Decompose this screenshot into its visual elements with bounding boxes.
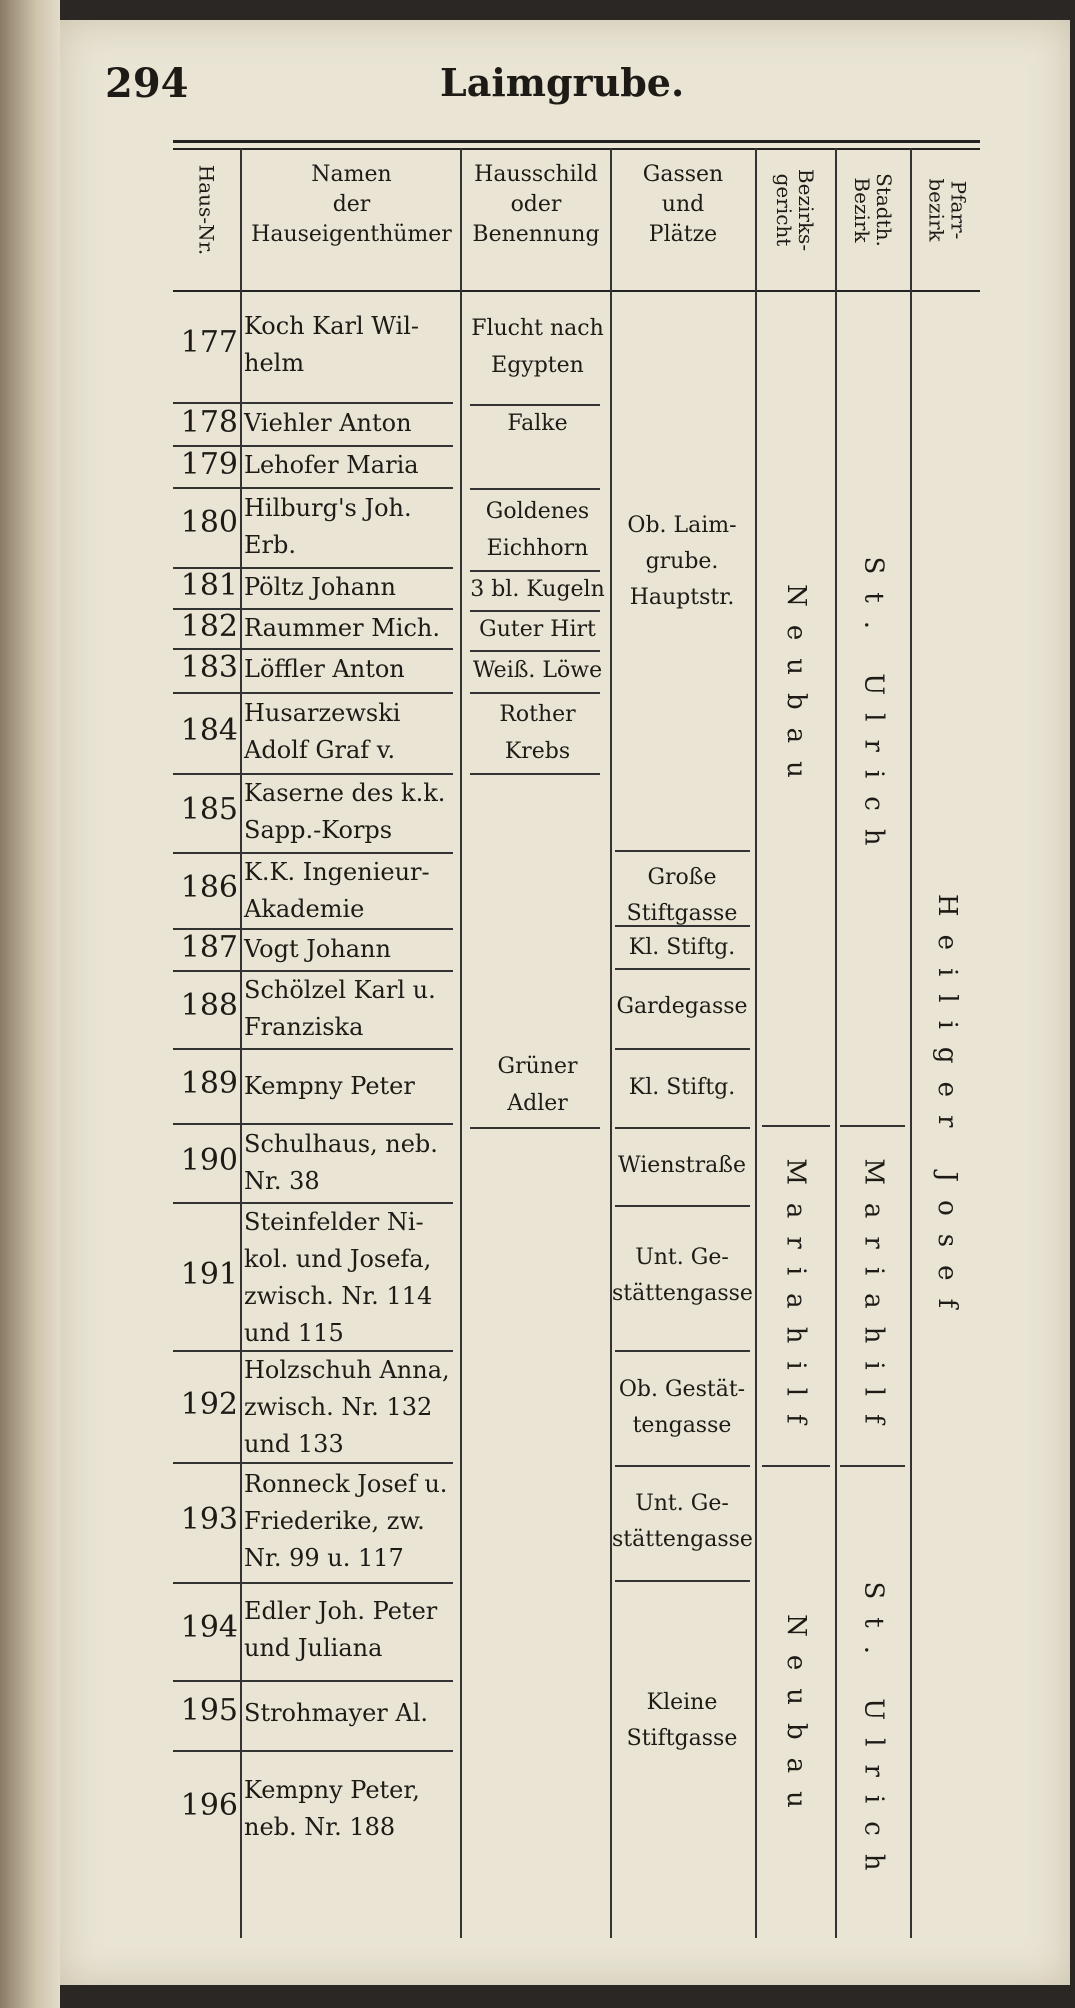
- owner-name: Lehofer Maria: [244, 451, 419, 479]
- owner-name: Löffler Anton: [244, 655, 405, 683]
- owner-name: Vogt Johann: [244, 935, 391, 963]
- street-rule: [615, 968, 750, 970]
- house-number: 187: [180, 930, 238, 965]
- owner-name: Schulhaus, neb. Nr. 38: [244, 1130, 438, 1195]
- header-stadth-bezirk: Stadth. Bezirk: [850, 173, 896, 247]
- street-rule: [615, 1205, 750, 1207]
- row-rule: [173, 1680, 453, 1682]
- sign-rule: [470, 773, 600, 775]
- house-number: 189: [180, 1066, 238, 1101]
- owner-name: Pöltz Johann: [244, 573, 396, 601]
- header-haus-nr: Haus-Nr.: [194, 164, 218, 256]
- pfarrbezirk-label: Heiliger Josef: [932, 893, 963, 1327]
- house-number: 193: [180, 1502, 238, 1537]
- sign-rule: [470, 1127, 600, 1129]
- district-rule: [762, 1125, 830, 1127]
- house-number: 188: [180, 988, 238, 1023]
- house-number: 196: [180, 1788, 238, 1823]
- street-name: Ob. Gestät- tengasse: [618, 1377, 746, 1438]
- district-rule: [840, 1465, 905, 1467]
- col-divider: [460, 148, 462, 1938]
- house-number: 178: [180, 405, 238, 440]
- street-rule: [615, 1350, 750, 1352]
- street-name: Große Stiftgasse: [626, 865, 738, 926]
- street-name: Gardegasse: [616, 994, 748, 1019]
- house-sign: Rother Krebs: [499, 702, 576, 764]
- header-hausschild: Hausschild oder Benennung: [472, 162, 600, 247]
- header-rule: [173, 290, 980, 292]
- owner-name: Ronneck Josef u. Friederike, zw. Nr. 99 u. 117: [244, 1470, 448, 1572]
- house-number: 190: [180, 1143, 238, 1178]
- house-number: 192: [180, 1387, 238, 1422]
- row-rule: [173, 487, 453, 489]
- owner-name: Husarzewski Adolf Graf v.: [244, 699, 401, 764]
- street-rule: [615, 850, 750, 852]
- owner-name: K.K. Ingenieur- Akademie: [244, 858, 430, 923]
- street-name: Wienstraße: [618, 1153, 746, 1178]
- district-rule: [762, 1465, 830, 1467]
- house-number: 183: [180, 650, 238, 685]
- owner-name: Schölzel Karl u. Franziska: [244, 976, 436, 1041]
- house-number: 195: [180, 1693, 238, 1728]
- sign-rule: [470, 488, 600, 490]
- owner-name: Strohmayer Al.: [244, 1699, 429, 1727]
- street-name: Kl. Stiftg.: [628, 1075, 736, 1100]
- house-number: 181: [180, 568, 238, 603]
- owner-name: Raummer Mich.: [244, 614, 440, 642]
- col-divider: [240, 148, 242, 1938]
- street-name: Ob. Laim- grube. Hauptstr.: [627, 513, 737, 610]
- stadth-bezirk-label: St. Ulrich: [858, 556, 889, 864]
- row-rule: [173, 1750, 453, 1752]
- house-number: 194: [180, 1610, 238, 1645]
- header-pfarrbezirk: Pfarr- bezirk: [925, 178, 972, 242]
- street-name: Unt. Ge- stättengasse: [612, 1245, 753, 1306]
- owner-name: Viehler Anton: [244, 409, 412, 437]
- sign-rule: [470, 692, 600, 694]
- owner-name: Holzschuh Anna, zwisch. Nr. 132 und 133: [244, 1356, 450, 1458]
- header-gassen: Gassen und Plätze: [642, 162, 724, 247]
- row-rule: [173, 402, 453, 404]
- owner-name: Steinfelder Ni- kol. und Josefa, zwisch. Nr. 114 und 115: [244, 1208, 433, 1347]
- house-sign: Weiß. Löwe: [472, 658, 603, 683]
- page-title: Laimgrube.: [440, 60, 685, 105]
- house-number: 180: [180, 505, 238, 540]
- row-rule: [173, 1048, 453, 1050]
- bezirksgericht-label: Neubau: [781, 584, 811, 796]
- house-number: 186: [180, 870, 238, 905]
- top-rule: [173, 140, 980, 143]
- owner-name: Edler Joh. Peter und Juliana: [244, 1597, 438, 1662]
- owner-name: Kaserne des k.k. Sapp.-Korps: [244, 779, 446, 844]
- house-sign: Falke: [507, 411, 568, 436]
- house-sign: 3 bl. Kugeln: [470, 577, 605, 602]
- bezirksgericht-label: Neubau: [781, 1614, 811, 1826]
- house-number: 177: [180, 325, 238, 360]
- district-rule: [840, 1125, 905, 1127]
- row-rule: [173, 692, 453, 694]
- header-namen: Namen der Hauseigenthümer: [251, 162, 452, 247]
- street-rule: [615, 1465, 750, 1467]
- house-number: 185: [180, 792, 238, 827]
- row-rule: [173, 1123, 453, 1125]
- street-rule: [615, 1127, 750, 1129]
- house-number: 184: [180, 713, 238, 748]
- owner-name: Koch Karl Wil- helm: [244, 312, 419, 377]
- house-sign: Flucht nach Egypten: [471, 316, 604, 378]
- house-number: 182: [180, 609, 238, 644]
- owner-name: Hilburg's Joh. Erb.: [244, 494, 412, 559]
- stadth-bezirk-label: St. Ulrich: [858, 1581, 889, 1889]
- street-name: Kl. Stiftg.: [628, 935, 736, 960]
- owner-name: Kempny Peter: [244, 1072, 415, 1100]
- bezirksgericht-label: Mariahilf: [781, 1158, 811, 1442]
- street-name: Kleine Stiftgasse: [626, 1690, 738, 1751]
- street-name: Unt. Ge- stättengasse: [612, 1491, 753, 1552]
- street-rule: [615, 1580, 750, 1582]
- house-sign: Guter Hirt: [479, 617, 596, 642]
- col-divider: [610, 148, 612, 1938]
- row-rule: [173, 1582, 453, 1584]
- book-spine: [0, 0, 60, 2008]
- street-rule: [615, 1048, 750, 1050]
- house-number: 191: [180, 1257, 238, 1292]
- house-sign: Goldenes Eichhorn: [485, 499, 590, 561]
- owner-name: Kempny Peter, neb. Nr. 188: [244, 1776, 420, 1841]
- house-sign: Grüner Adler: [497, 1054, 578, 1116]
- page-number: 294: [105, 60, 189, 107]
- header-bezirksgericht: Bezirks- gericht: [772, 168, 819, 252]
- stadth-bezirk-label: Mariahilf: [858, 1158, 889, 1442]
- house-number: 179: [180, 447, 238, 482]
